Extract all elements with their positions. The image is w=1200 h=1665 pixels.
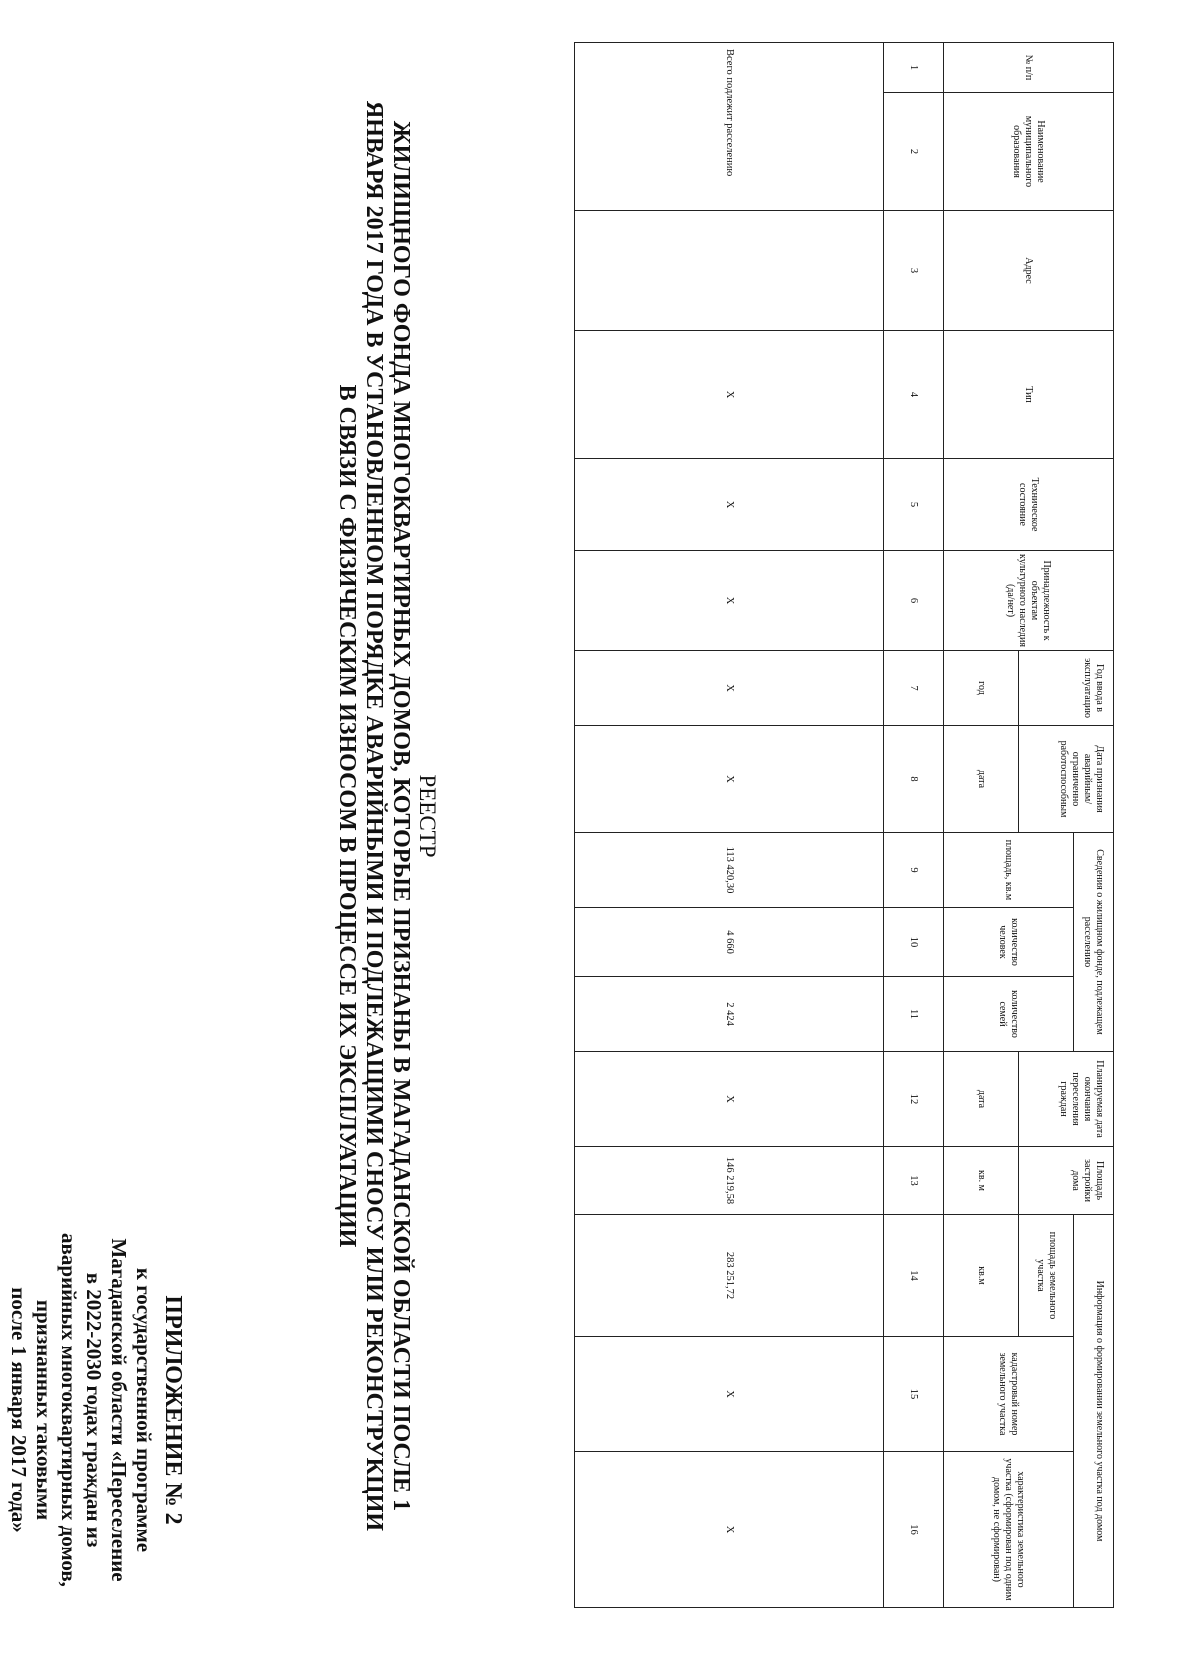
column-number: 4 <box>884 331 944 459</box>
header-area: площадь, кв.м <box>944 833 1074 908</box>
header-land-characteristic: характеристика земельного участка (сформирован под одним домом, не сформирован) <box>944 1452 1074 1608</box>
total-type: Х <box>575 331 884 459</box>
column-number: 10 <box>884 908 944 977</box>
total-label: Всего подлежит расселению <box>575 43 884 211</box>
appendix-line: аварийных многоквартирных домов, <box>57 1233 81 1587</box>
total-row <box>575 43 884 1608</box>
header-resettlement-end: Планируемая дата окончания переселения граждан <box>1019 1052 1114 1147</box>
header-commission-year: Год ввода в эксплуатацию <box>1019 651 1114 726</box>
appendix-title: ПРИЛОЖЕНИЕ № 2 <box>160 1295 186 1525</box>
table-header-row <box>1074 43 1114 1608</box>
column-number: 14 <box>884 1215 944 1337</box>
appendix-line: к государственной программе <box>132 1267 156 1553</box>
appendix-line: после 1 января 2017 года» <box>7 1287 31 1533</box>
total-tech-state: Х <box>575 459 884 551</box>
column-number: 8 <box>884 726 944 833</box>
appendix-line: в 2022-2030 годах граждан из <box>82 1272 106 1548</box>
header-building-area: Площадь застройки дома <box>1019 1147 1114 1215</box>
column-number: 3 <box>884 211 944 331</box>
header-land-area: площадь земельного участка <box>1019 1215 1074 1337</box>
header-family-count: количество семей <box>944 977 1074 1052</box>
unit-year: год <box>944 651 1019 726</box>
appendix-header <box>6 1210 188 1610</box>
register-line: ИХ ЭКСПЛУАТАЦИИ <box>334 1001 360 1248</box>
total-emergency-date: Х <box>575 726 884 833</box>
register-heading <box>333 56 440 1576</box>
unit-date: дата <box>944 726 1019 833</box>
register-subtitle <box>333 56 414 1576</box>
header-num: № п/п <box>944 43 1114 93</box>
total-commission-year: Х <box>575 651 884 726</box>
total-building-area: 146 219,58 <box>575 1147 884 1215</box>
column-number: 7 <box>884 651 944 726</box>
registry-table <box>574 42 1114 1608</box>
column-number: 2 <box>884 93 944 211</box>
header-housing-fund: Сведения о жилищном фонде, подлежащем расселению <box>1074 833 1114 1052</box>
total-address <box>575 211 884 331</box>
column-number: 13 <box>884 1147 944 1215</box>
total-people-count: 4 660 <box>575 908 884 977</box>
unit-sqm: кв.м <box>944 1215 1019 1337</box>
appendix-line: Магаданской области «Переселение <box>107 1238 131 1582</box>
header-address: Адрес <box>944 211 1114 331</box>
register-title: РЕЕСТР <box>415 774 440 858</box>
header-emergency-date: Дата признания аварийным/ограниченно работоспособным <box>1019 726 1114 833</box>
column-number: 1 <box>884 43 944 93</box>
header-land-info: Информация о формировании земельного участка под домом <box>1074 1215 1114 1608</box>
total-land-area: 283 251,72 <box>575 1215 884 1337</box>
header-cultural-heritage: Принадлежность к объектам культурного наследия (да/нет) <box>944 551 1114 651</box>
header-type: Тип <box>944 331 1114 459</box>
total-cadastral-number: Х <box>575 1337 884 1452</box>
column-number: 6 <box>884 551 944 651</box>
total-area: 113 420,30 <box>575 833 884 908</box>
header-people-count: количество человек <box>944 908 1074 977</box>
column-number: 15 <box>884 1337 944 1452</box>
header-cadastral-number: кадастровый номер земельного участка <box>944 1337 1074 1452</box>
total-land-characteristic: Х <box>575 1452 884 1608</box>
register-line: ОБЛАСТИ ПОСЛЕ 1 ЯНВАРЯ 2017 ГОДА В УСТАНОВЛЕННОМ ПОРЯДКЕ АВАРИЙНЫМИ И <box>361 100 414 1512</box>
column-number: 5 <box>884 459 944 551</box>
column-number-row <box>884 43 944 1608</box>
column-number: 16 <box>884 1452 944 1608</box>
column-number: 12 <box>884 1052 944 1147</box>
column-number: 9 <box>884 833 944 908</box>
register-line: ЖИЛИЩНОГО ФОНДА МНОГОКВАРТИРНЫХ ДОМОВ, КОТОРЫЕ ПРИЗНАНЫ В МАГАДАНСКОЙ <box>388 120 414 1273</box>
unit-date: дата <box>944 1052 1019 1147</box>
total-family-count: 2 424 <box>575 977 884 1052</box>
column-number: 11 <box>884 977 944 1052</box>
appendix-line: признанных таковыми <box>32 1299 56 1521</box>
total-cultural-heritage: Х <box>575 551 884 651</box>
register-line: ПОДЛЕЖАЩИМИ СНОСУ ИЛИ РЕКОНСТРУКЦИИ В СВЯЗИ С ФИЗИЧЕСКИМ ИЗНОСОМ В ПРОЦЕССЕ <box>334 384 387 1532</box>
unit-sqm: кв. м <box>944 1147 1019 1215</box>
total-resettlement-end: Х <box>575 1052 884 1147</box>
header-tech-state: Техническое состояние <box>944 459 1114 551</box>
header-municipality: Наименование муниципального образования <box>944 93 1114 211</box>
